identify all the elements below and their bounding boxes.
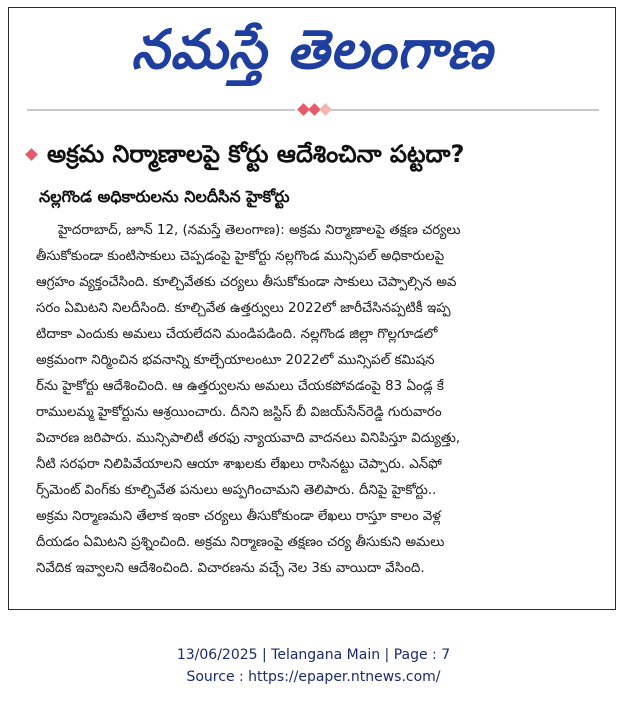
body-line: అక్రమ నిర్మాణమని తేలాక ఇంకా చర్యలు తీసుకోకుండా లేఖలు రాస్తూ కాలం వెళ్ల <box>36 509 441 524</box>
page-footer <box>0 644 627 688</box>
body-line: విచారణ జరిపారు. మున్సిపాలిటీ తరఫు న్యాయవాది వాదనలు వినిపిస్తూ విద్యుత్తు, <box>36 431 461 446</box>
body-line: దీయడం ఏమిటని ప్రశ్నించింది. అక్రమ నిర్మాణంపై తక్షణం చర్య తీసుకుని అమలు <box>36 535 445 550</box>
body-line: ర్స్‌మెంట్ వింగ్‌కు కూల్చివేత పనులు అప్పగించామని తెలిపారు. దీనిపై హైకోర్టు.. <box>36 483 437 498</box>
diamond-bullet-icon <box>25 148 38 161</box>
body-line: ర్‌ను హైకోర్టు ఆదేశించింది. ఆ ఉత్తర్వులను అమలు చేయకపోవడంపై 83 ఏండ్ల కే <box>36 379 444 394</box>
body-line: అక్రమంగా నిర్మించిన భవనాన్ని కూల్చేయాలంటూ 2022లో మున్సిపల్ కమిషన <box>36 353 435 368</box>
body-line: నివేదిక ఇవ్వాలని ఆదేశించింది. విచారణను వచ్చే నెల 3కు వాయిదా వేసింది. <box>36 561 425 576</box>
body-line: ఆగ్రహం వ్యక్తంచేసింది. కూల్చివేతకు చర్యలు తీసుకోకుండా సాకులు చెప్పాల్సిన అవ <box>36 275 457 290</box>
newspaper-clipping <box>8 7 616 610</box>
body-line: నీటి సరఫరా నిలిపివేయాలని ఆయా శాఖలకు లేఖలు రాసినట్టు చెప్పారు. ఎన్‌ఫో <box>36 457 442 472</box>
section-divider <box>9 103 615 117</box>
divider-line-left <box>27 109 295 111</box>
body-line: రాములమ్మ హైకోర్టును ఆశ్రయించారు. దీనిని జస్టిస్ బీ విజయ్‌సేన్‌రెడ్డి గురువారం <box>36 405 442 420</box>
article-headline: అక్రమ నిర్మాణాలపై కోర్టు ఆదేశించినా పట్టదా? <box>47 140 465 168</box>
article-body <box>36 218 592 582</box>
divider-line-right <box>331 109 599 111</box>
divider-diamond-3 <box>319 103 332 116</box>
article-subheadline: నల్లగొండ అధికారులను నిలదీసిన హైకోర్టు <box>39 187 290 206</box>
masthead-logo: నమస్తే తెలంగాణ <box>131 18 493 81</box>
footer-source[interactable]: Source : https://epaper.ntnews.com/ <box>186 669 441 685</box>
body-line: హైదరాబాద్, జూన్ 12, (నమస్తే తెలంగాణ): అక్రమ నిర్మాణాలపై తక్షణ చర్యలు <box>58 223 461 238</box>
body-line: టిదాకా ఎందుకు అమలు చేయలేదని మండిపడింది. నల్లగొండ జిల్లా గొల్లగూడలో <box>36 327 438 342</box>
body-line: సరం ఏమిటని నిలదీసింది. కూల్చివేత ఉత్తర్వులు 2022లో జారీచేసినప్పటికీ ఇప్ప <box>36 301 451 316</box>
headline-row <box>23 136 605 172</box>
footer-meta: 13/06/2025 | Telangana Main | Page : 7 <box>176 647 451 663</box>
body-line: తీసుకోకుండా కుంటిసాకులు చెప్పడంపై హైకోర్టు నల్లగొండ మున్సిపల్ అధికారులపై <box>36 249 445 264</box>
